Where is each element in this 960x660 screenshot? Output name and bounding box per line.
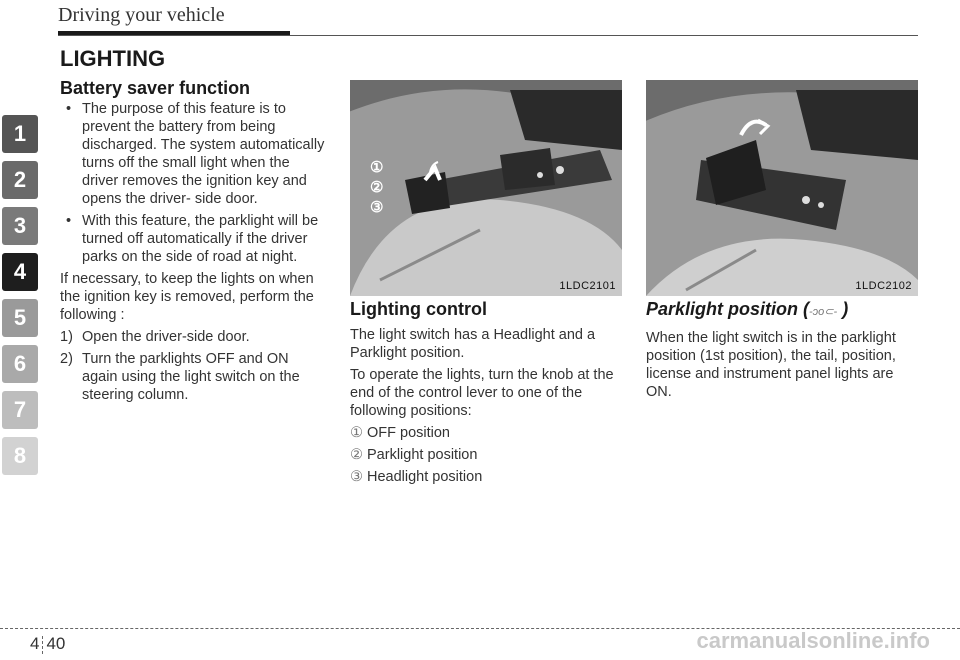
- chapter-tab-7[interactable]: 7: [2, 391, 38, 429]
- position-item: [350, 468, 625, 486]
- lighting-control-column: [350, 300, 625, 490]
- chapter-tab-1[interactable]: 1: [2, 115, 38, 153]
- parklight-photo: [646, 80, 918, 296]
- step-text: Open the driver-side door.: [82, 329, 250, 345]
- step-item: [60, 350, 328, 404]
- position-label: Headlight position: [367, 469, 483, 485]
- page-num: 40: [46, 634, 66, 653]
- battery-saver-column: [60, 100, 328, 408]
- parklight-heading: [646, 300, 921, 321]
- photo-code: 1LDC2101: [559, 280, 616, 292]
- parklight-heading-text: Parklight position (: [646, 299, 810, 319]
- section-heading: LIGHTING: [60, 46, 166, 71]
- chapter-tab-8[interactable]: 8: [2, 437, 38, 475]
- step-number: 1): [60, 329, 73, 345]
- parklight-symbol-icon: -ɔo⊂-: [809, 306, 838, 318]
- position-item: [350, 446, 625, 464]
- position-label: OFF position: [367, 425, 450, 441]
- bullet-item: • With this feature, the parklight will be turned off automatically if the driver parks on the side of road at night.: [60, 212, 328, 266]
- position-label: Parklight position: [367, 447, 478, 463]
- watermark: carmanualsonline.info: [696, 628, 930, 653]
- parklight-description: When the light switch is in the parklight position (1st position), the tail, position, license and instrument panel lights are ON.: [646, 330, 896, 400]
- page-number-separator: [42, 636, 43, 654]
- photo-code: 1LDC2102: [855, 280, 912, 292]
- position-marker: ②: [350, 447, 363, 463]
- chapter-tab-4[interactable]: 4: [2, 253, 38, 291]
- position-marker: ①: [350, 425, 363, 441]
- callout-1: ①: [370, 159, 384, 176]
- header-rule: [58, 35, 918, 36]
- position-item: [350, 424, 625, 442]
- callout-2: ②: [370, 179, 384, 196]
- lighting-control-para-2: To operate the lights, turn the knob at the end of the control lever to one of the following positions:: [350, 367, 614, 419]
- lighting-control-photo: [350, 80, 622, 296]
- lighting-control-heading: Lighting control: [350, 299, 487, 319]
- step-text: Turn the parklights OFF and ON again using the light switch on the steering column.: [82, 351, 300, 403]
- step-number: 2): [60, 351, 73, 367]
- chapter-tab-5[interactable]: 5: [2, 299, 38, 337]
- subsection-heading: Battery saver function: [60, 78, 251, 98]
- position-marker: ③: [350, 469, 363, 485]
- page-chapter: 4: [30, 634, 40, 653]
- position-callouts: [370, 158, 383, 218]
- page-number: [30, 634, 65, 654]
- parklight-heading-end: ): [837, 299, 849, 319]
- parklight-lever-illustration: [646, 80, 918, 296]
- step-item: [60, 328, 328, 346]
- lighting-control-para-1: The light switch has a Headlight and a Parklight position.: [350, 327, 596, 361]
- light-switch-lever-illustration: [350, 80, 622, 296]
- page-header-title: Driving your vehicle: [58, 4, 225, 26]
- parklight-column: [646, 300, 921, 405]
- chapter-tab-6[interactable]: 6: [2, 345, 38, 383]
- bullet-item: • The purpose of this feature is to prevent the battery from being discharged. The system automatically turns off the small light when the driver removes the ignition key and opens the driver- side door.: [60, 100, 328, 208]
- chapter-tab-3[interactable]: 3: [2, 207, 38, 245]
- instruction-paragraph: If necessary, to keep the lights on when the ignition key is removed, perform the following :: [60, 271, 314, 323]
- chapter-tab-2[interactable]: 2: [2, 161, 38, 199]
- callout-3: ③: [370, 199, 384, 216]
